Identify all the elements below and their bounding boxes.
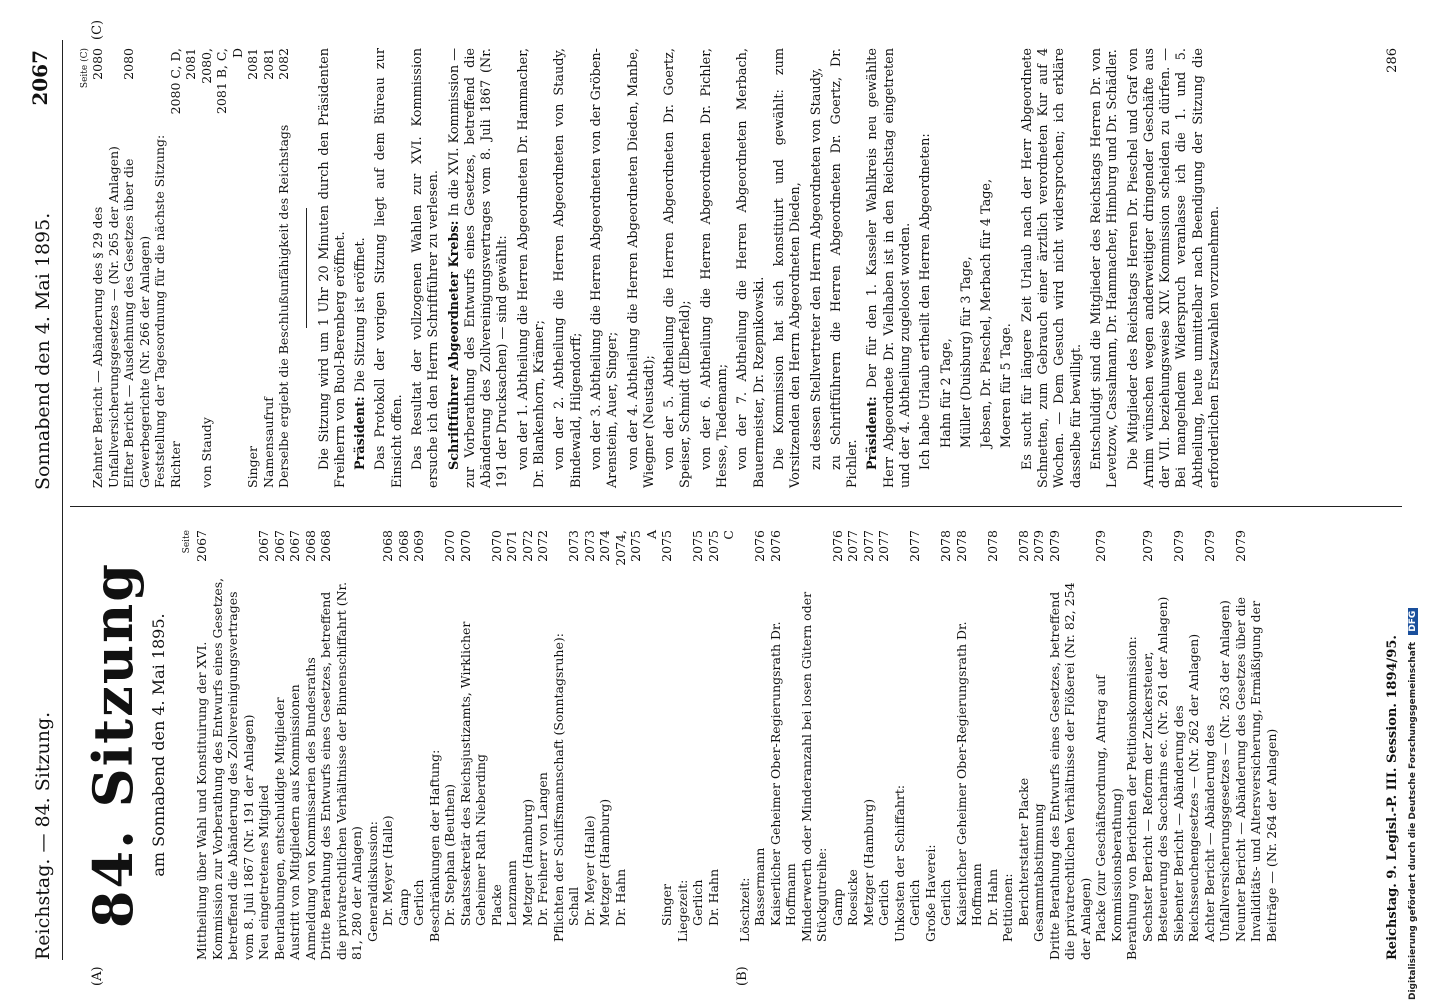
- paragraph: Müller (Duisburg) für 3 Tage,: [958, 256, 974, 448]
- toc-entry: [199, 48, 246, 488]
- column-divider: [70, 506, 1402, 507]
- toc-entry-page: [923, 530, 939, 570]
- toc-entry-text: Bassermann: [752, 847, 768, 926]
- right-column: [80, 48, 1400, 488]
- header-rule: [62, 40, 63, 960]
- seite-label: Seite: [182, 530, 193, 554]
- toc-entry: [675, 530, 691, 960]
- paragraph: Die Kommission hat sich konstituirt und gewählt: zum Vorsitzenden den Herrn Abgeordneten Dieden,: [771, 48, 804, 488]
- toc-entry-text: Dr. Freiherr von Langen: [535, 772, 551, 926]
- toc-entry: [892, 530, 908, 960]
- toc-entry: [1124, 530, 1140, 960]
- toc-entry-text: Staatssekretär des Reichsjustizamts, Wirklicher Geheimer Rath Nieberding: [457, 621, 489, 926]
- toc-entry: [566, 530, 582, 960]
- paragraph: [353, 48, 369, 488]
- toc-entry-page: 2078: [938, 530, 954, 562]
- toc-entry: [365, 530, 381, 960]
- toc-entry-text: Austritt von Mitgliedern aus Kommissionen: [287, 684, 303, 960]
- toc-entry: [442, 530, 458, 960]
- paragraph: von der 4. Abtheilung die Herren Abgeordneten Dieden, Manbe, Wiegner (Neustadt);: [625, 48, 657, 488]
- toc-entry-text: Roesicke: [845, 869, 861, 926]
- toc-entry-text: Metzger (Hamburg): [519, 798, 535, 926]
- toc-entry-page: 2068: [302, 530, 318, 562]
- speaker: Schriftführer Abgeordneter Krebs:: [446, 220, 462, 470]
- toc-entry-text: von Staudy: [198, 417, 214, 488]
- toc-entry-text: Dr. Hahn: [612, 868, 628, 926]
- toc-entry: [799, 530, 830, 960]
- toc-entry-page: [1124, 530, 1140, 570]
- toc-entry: [923, 530, 939, 960]
- toc-entry-page: 2070: [488, 530, 504, 562]
- toc-entry-text: Namensaufruf: [260, 397, 276, 488]
- toc-entry-page: 2080, 2081 B, C, D: [198, 48, 245, 115]
- toc-entry: [194, 530, 256, 960]
- toc-entry: [535, 530, 551, 960]
- toc-entry: [1171, 530, 1202, 960]
- paragraph: Ich habe Urlaub ertheilt den Herren Abgeordneten:: [918, 133, 934, 470]
- toc-entry-page: 2069: [411, 530, 427, 562]
- speech-text: Der für den 1. Kasseler Wahlkreis neu gewählte Herr Abgeordnete Dr. Vielhaben ist in den Reichstag eingetreten und der 4. Abtheilung zugeloost worden.: [865, 48, 913, 488]
- toc-entry-page: [152, 48, 168, 118]
- toc-entry: [303, 530, 319, 960]
- toc-entry-page: [427, 530, 443, 570]
- toc-entry: [830, 530, 846, 960]
- toc-entry-text: Liegezeit:: [674, 879, 690, 942]
- toc-entry-page: 2079: [1201, 530, 1217, 562]
- paragraph: [865, 48, 914, 488]
- toc-entry: [396, 530, 412, 960]
- toc-entry: [245, 48, 261, 488]
- paragraph: Es sucht für längere Zeit Urlaub nach der Herr Abgeordnete Schnetten, zum Gebrauch einer ärztlich verordneten Kur auf 4 Wochen. — Dem Gesuch wird nicht widersprochen; ich erkläre dasselbe für bewilligt.: [1019, 48, 1084, 488]
- toc-entry-page: 2076: [767, 530, 783, 562]
- toc-entry-text: Gerlich: [907, 879, 923, 926]
- toc-entry: [90, 48, 121, 488]
- toc-entry-page: 2071: [504, 530, 520, 562]
- toc-entry: [876, 530, 892, 960]
- paragraph: von der 7. Abtheilung die Herren Abgeordneten Merbach, Bauermeister, Dr. Rzepnikowski.: [735, 48, 767, 488]
- toc-entry-text: Elfter Bericht — Ausdehnung des Gesetzes über die Gewerbegerichte (Nr. 266 der Anlagen): [121, 158, 152, 488]
- toc-entry-page: 2067: [287, 530, 303, 562]
- toc-entry-page: 2076: [752, 530, 768, 562]
- toc-entry-text: Neunter Bericht — Abänderung des Gesetzes über die Invaliditäts- und Altersversicherung, Ermäßigung der Beiträge — (Nr. 264 der Anlagen): [1232, 596, 1279, 942]
- toc-entry: [287, 530, 303, 960]
- toc-entry-text: Dr. Meyer (Halle): [581, 815, 597, 926]
- toc-entry-text: Neu eingetretenes Mitglied: [256, 784, 272, 960]
- toc-entry-text: Minderwerth oder Minderanzahl bei losen Gütern oder Stückgutreihe:: [798, 591, 830, 942]
- toc-entry-page: [799, 530, 830, 570]
- toc-entry: [272, 530, 288, 960]
- toc-entry: [1202, 530, 1233, 960]
- toc-entry-page: 2079: [1031, 530, 1047, 562]
- toc-entry-text: Unkosten der Schiffahrt:: [891, 784, 907, 942]
- toc-entry-text: Sechster Bericht — Reform der Zuckersteuer, Besteuerung des Saccharins ec. (Nr. 261 der Anlagen): [1139, 596, 1171, 942]
- section-rule: [306, 208, 307, 328]
- speech-text: Die Sitzung ist eröffnet.: [353, 237, 369, 393]
- toc-entry-text: Lenzmann: [504, 860, 520, 926]
- paragraph: zu Schriftführern die Herren Abgeordneten Dr. Goertz, Dr. Pichler.: [828, 48, 861, 488]
- toc-entry-text: Singer: [245, 446, 260, 488]
- toc-entry: [706, 530, 737, 960]
- toc-entry-page: [551, 530, 567, 570]
- toc-entry: [659, 530, 675, 960]
- opening-paragraph: Die Sitzung wird um 1 Uhr 20 Minuten durch den Präsidenten Freiherrn von Buol-Berenberg eröffnet.: [316, 48, 348, 488]
- dfg-logo: DFG: [1408, 608, 1418, 635]
- toc-entry-page: 2076: [829, 530, 845, 562]
- toc-entry-page: 2067: [194, 530, 210, 562]
- paragraph: von der 2. Abtheilung die Herren Abgeordneten von Staudy, Bindewald, Hilgendorff;: [552, 48, 584, 488]
- toc-entry-page: 2081: [260, 48, 276, 80]
- toc-entry-text: Feststellung der Tagesordnung für die nächste Sitzung:: [152, 134, 167, 488]
- toc-entry: [318, 530, 365, 960]
- margin-letter-b: (B): [735, 966, 750, 986]
- toc-entry: [861, 530, 877, 960]
- dfg-credit-text: Digitalisierung gefördert durch die Deutsche Forschungsgemeinschaft: [1408, 641, 1418, 1000]
- speech-text: In die XVI. Kommission — zur Vorberathung des Entwurfs eines Gesetzes, betreffend die Abänderung des Zollvereinigungsvertrages vom 8. Juli 1867 (Nr. 191 der Drucksachen) — sind gewählt:: [446, 48, 511, 488]
- toc-entry-text: Dritte Berathung des Entwurfs eines Gesetzes, betreffend die privatrechtlichen Verhältnisse der Binnenschiffahrt (Nr. 81, 280 der Anlagen): [318, 581, 365, 960]
- toc-entry: [380, 530, 396, 960]
- toc-entry: [1031, 530, 1047, 960]
- toc-entry: [1000, 530, 1016, 960]
- toc-entry-text: Mittheilung über Wahl und Konstituirung der XVI. Kommission zur Vorberathung des Entwurfs eines Gesetzes, betreffend die Abänderung des Zollvereinigungsvertrages vom 8. Juli 1867 (Nr. 191 der Anlagen): [194, 577, 256, 960]
- toc-entry: [1016, 530, 1032, 960]
- toc-entry-text: Schall: [566, 886, 582, 926]
- toc-entry-text: Gerlich: [938, 879, 954, 926]
- paragraph: Hahn für 2 Tage,: [938, 338, 954, 448]
- toc-entry-text: Gerlich: [876, 879, 892, 926]
- toc-entry-text: Gamp: [395, 888, 411, 926]
- toc-entry-text: Berathung von Berichten der Petitionskommission:: [1124, 636, 1140, 960]
- toc-entry-text: Derselbe ergiebt die Beschlußunfähigkeit des Reichstags: [276, 124, 291, 488]
- toc-entry: [121, 48, 152, 488]
- toc-entry-page: 2067: [271, 530, 287, 562]
- toc-entry: [1140, 530, 1171, 960]
- toc-entry-page: [675, 530, 691, 570]
- toc-entry-page: 2068: [395, 530, 411, 562]
- toc-entry-text: Dritte Berathung des Entwurfs eines Gesetzes, betreffend die privatrechtlichen Verhältnisse der Flößerei (Nr. 82, 254 der Anlagen): [1046, 582, 1093, 960]
- toc-entry: [752, 530, 768, 960]
- toc-entry-text: Gesammtabstimmung: [1031, 803, 1047, 942]
- toc-entry-text: Kaiserlicher Geheimer Ober-Regierungsrath Dr. Hoffmann: [953, 621, 985, 926]
- toc-entry: [520, 530, 536, 960]
- toc-entry-page: 2080: [90, 48, 105, 80]
- toc-entry-page: 2079: [1139, 530, 1155, 562]
- footer-legislature: Reichstag. 9. Legisl.-P. III. Session. 1894/95.: [1385, 635, 1400, 960]
- paragraph: von der 5. Abtheilung die Herren Abgeordneten Dr. Goertz, Speiser, Schmidt (Elberfeld);: [662, 48, 694, 488]
- toc-entry-page: 2079: [1046, 530, 1062, 562]
- toc-entry-page: 2068: [318, 530, 334, 562]
- toc-entry: [261, 48, 277, 488]
- margin-letter-c: (C): [90, 19, 105, 40]
- toc-entry: [1047, 530, 1094, 960]
- toc-entry: [597, 530, 613, 960]
- toc-entry-text: Kaiserlicher Geheimer Ober-Regierungsrath Dr. Hoffmann: [767, 621, 799, 926]
- toc-entry-text: Berichterstatter Placke: [1015, 777, 1031, 926]
- toc-entry: [276, 48, 292, 488]
- toc-entry-page: 2082: [276, 48, 291, 80]
- table-of-contents: [194, 530, 1279, 960]
- toc-entry: [1093, 530, 1124, 960]
- toc-entry: [551, 530, 567, 960]
- speaker: Präsident:: [353, 396, 369, 470]
- toc-entry-page: 2078: [953, 530, 969, 562]
- toc-entry-page: 2068: [380, 530, 396, 562]
- speaker: Präsident:: [865, 396, 881, 470]
- toc-entry-page: 2079: [1093, 530, 1109, 562]
- toc-entry-page: [737, 530, 753, 570]
- page-number: 2067: [28, 50, 52, 106]
- toc-entry-page: 2078: [1015, 530, 1031, 562]
- toc-entry-text: Siebenter Bericht — Abänderung des Reichsseuchengesetzes — (Nr. 262 der Anlagen): [1170, 633, 1202, 942]
- toc-entry-page: 2075: [659, 530, 675, 562]
- dfg-credit: [1408, 0, 1418, 1000]
- toc-entry-text: Gamp: [829, 888, 845, 926]
- paragraph: [447, 48, 512, 488]
- paragraph: Moeren für 5 Tage.: [999, 323, 1015, 448]
- toc-entry-page: 2079: [1232, 530, 1248, 562]
- toc-entry-page: 2077: [907, 530, 923, 562]
- toc-entry-text: Pflichten der Schiffsmannschaft (Sonntagsruhe):: [550, 633, 566, 942]
- paragraph: von der 1. Abtheilung die Herren Abgeordneten Dr. Hammacher, Dr. Blankenhorn, Krämer;: [515, 48, 548, 488]
- toc-entry: [768, 530, 799, 960]
- paragraph: von der 3. Abtheilung die Herren Abgeordneten von der Gröben-Arenstein, Auer, Singer;: [588, 48, 621, 488]
- toc-entry-text: Dr. Hahn: [984, 868, 1000, 926]
- toc-entry-page: 2073: [581, 530, 597, 562]
- paragraph: zu dessen Stellvertreter den Herrn Abgeordneten von Staudy,: [808, 67, 824, 470]
- toc-entry-text: Metzger (Hamburg): [860, 798, 876, 926]
- toc-entry: [168, 48, 199, 488]
- toc-entry-page: 2072: [535, 530, 551, 562]
- header-left: Reichstag. — 84. Sitzung.: [32, 711, 54, 960]
- toc-entry-page: [365, 530, 381, 570]
- toc-entry-text: Petitionen:: [1000, 873, 1016, 942]
- toc-entry-text: Placke: [488, 884, 504, 926]
- toc-entry-page: 2078: [984, 530, 1000, 562]
- toc-entry-text: Anmeldung von Kommissarien des Bundesraths: [302, 657, 318, 960]
- header-center: Sonnabend den 4. Mai 1895.: [32, 212, 54, 490]
- toc-entry: [256, 530, 272, 960]
- toc-entry-page: 2080: [121, 48, 136, 80]
- toc-entry-page: 2072: [519, 530, 535, 562]
- toc-entry: [489, 530, 505, 960]
- margin-letter-a: (A): [90, 966, 105, 986]
- paragraph: Jebsen, Dr. Pieschel, Merbach für 4 Tage,: [979, 178, 995, 448]
- toc-entry-text: Generaldiskussion:: [364, 821, 380, 942]
- toc-entry: [907, 530, 923, 960]
- toc-entry: [1233, 530, 1280, 960]
- toc-entry-page: 2077: [876, 530, 892, 562]
- toc-entry-text: Gerlich: [411, 879, 427, 926]
- toc-entry-page: 2067: [256, 530, 272, 562]
- toc-entry: [427, 530, 443, 960]
- toc-entry-page: 2077: [860, 530, 876, 562]
- toc-entry: [690, 530, 706, 960]
- toc-entry-page: 2080 C, D, 2081: [167, 48, 198, 115]
- paragraph: Das Protokoll der vorigen Sitzung liegt auf dem Büreau zur Einsicht offen.: [373, 48, 405, 488]
- seite-label-right: Seite (C): [80, 48, 90, 89]
- toc-entry-text: Beurlaubungen, entschuldigte Mitglieder: [271, 697, 287, 960]
- toc-entry: [504, 530, 520, 960]
- toc-entry-text: Dr. Meyer (Halle): [380, 815, 396, 926]
- toc-entry-page: 2073: [566, 530, 582, 562]
- toc-entry-text: Zehnter Bericht — Abänderung des § 29 des Unfallversicherungsgesetzes — (Nr. 265 der Anlagen): [90, 146, 121, 488]
- toc-entry: [152, 48, 168, 488]
- toc-entry-text: Gerlich: [690, 879, 706, 926]
- toc-entry-page: [892, 530, 908, 570]
- toc-entry-page: 2075: [690, 530, 706, 562]
- toc-entry-text: Placke (zur Geschäftsordnung, Antrag auf Kommissionsberathung): [1093, 675, 1124, 942]
- toc-entry-page: 2074, 2075 A: [612, 530, 659, 566]
- toc-entry-text: Metzger (Hamburg): [597, 798, 613, 926]
- toc-entry-page: 2075 C: [705, 530, 737, 562]
- toc-entry-text: Dr. Hahn: [705, 868, 721, 926]
- toc-entry-text: Richter: [167, 441, 183, 488]
- toc-entry: [458, 530, 489, 960]
- toc-entry-page: [1000, 530, 1016, 570]
- toc-entry: [411, 530, 427, 960]
- toc-entry: [613, 530, 660, 960]
- paragraph: Das Resultat der vollzogenen Wahlen zur XVI. Kommission ersuche ich den Herrn Schriftführer zu verlesen.: [409, 48, 442, 488]
- toc-entry: [938, 530, 954, 960]
- session-date: am Sonnabend den 4. Mai 1895.: [149, 613, 169, 877]
- footer-signature: 286: [1385, 48, 1400, 73]
- toc-entry: [582, 530, 598, 960]
- toc-entry-text: Singer: [659, 884, 675, 926]
- toc-entry-text: Löschzeit:: [736, 877, 752, 942]
- toc-entry-text: Beschränkungen der Haftung:: [426, 749, 442, 942]
- paragraph: Die Mitglieder des Reichstags Herren Dr. Pieschel und Graf von Arnim wünschen wegen anderweitiger dringender Geschäfte aus der VII. beziehungsweise XIV. Kommission scheiden zu dürfen. — Bei mangelndem Widerspruch veranlasse ich die 1. und 5. Abtheilung, heute unmittelbar nach Beendigung der Sitzung die erforderlichen Ersatzwahlen vorzunehmen.: [1125, 48, 1223, 488]
- session-title: 84. Sitzung: [81, 561, 145, 929]
- toc-entry: [737, 530, 753, 960]
- table-of-contents-continued: [90, 48, 292, 488]
- toc-entry: [985, 530, 1001, 960]
- paragraph: von der 6. Abtheilung die Herren Abgeordneten Dr. Pichler, Hesse, Tiedemann;: [698, 48, 731, 488]
- toc-entry-text: Achter Bericht — Abänderung des Unfallversicherungsgesetzes — (Nr. 263 der Anlagen): [1201, 600, 1233, 942]
- toc-entry: [845, 530, 861, 960]
- toc-entry-page: 2070: [457, 530, 473, 562]
- paragraph: Entschuldigt sind die Mitglieder des Reichstags Herren Dr. von Levetzow, Cassalmann, Dr. Hammacher, Himburg und Dr. Schädler.: [1088, 48, 1121, 488]
- toc-entry-page: 2077: [845, 530, 861, 562]
- toc-entry-page: 2074: [597, 530, 613, 562]
- left-column: [80, 530, 1400, 960]
- toc-entry-text: Dr. Stephan (Beuthen): [442, 784, 458, 926]
- page-header: [22, 40, 62, 960]
- toc-entry-text: Große Haverei:: [922, 844, 938, 942]
- toc-entry-page: 2081: [245, 48, 260, 80]
- toc-entry: [954, 530, 985, 960]
- toc-entry-page: 2079: [1170, 530, 1186, 562]
- toc-entry-page: 2070: [442, 530, 458, 562]
